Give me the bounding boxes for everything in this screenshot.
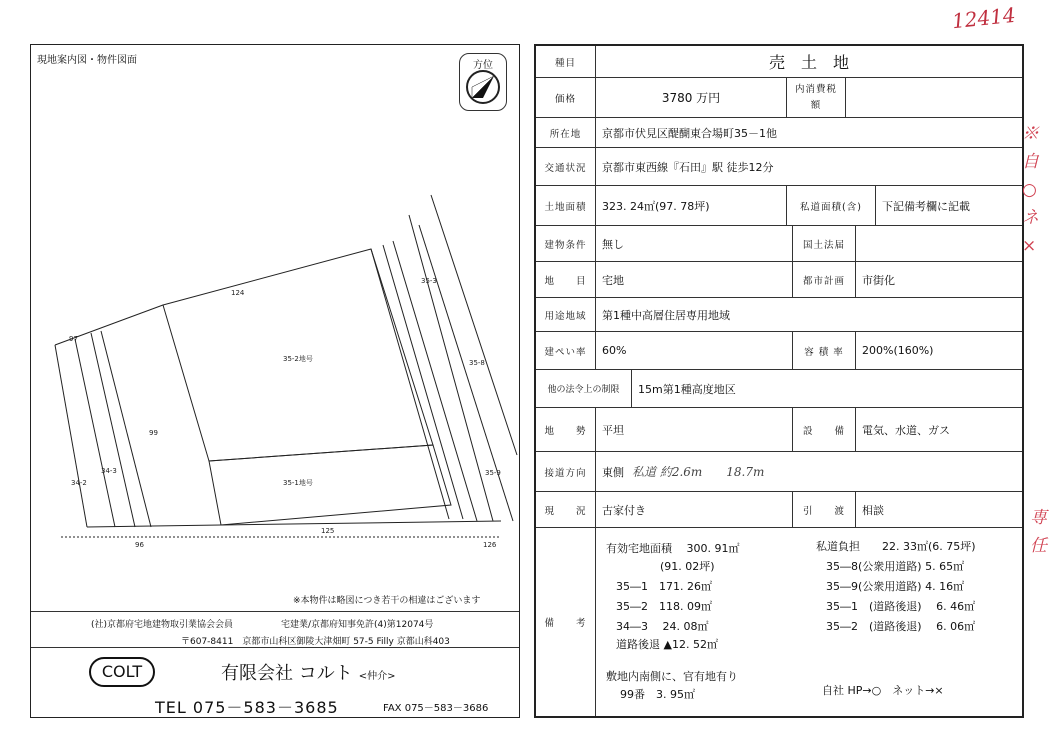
far-label: 容 積 率	[792, 332, 856, 369]
row-other-law	[536, 370, 1022, 408]
remark-govt-land: 敷地内南側に、官有地有り	[606, 670, 738, 683]
location-value: 京都市伏見区醍醐東合場町35－1他	[602, 126, 777, 140]
company-name-text: 有限会社 コルト	[221, 663, 353, 684]
road-handwritten: 私道 約2.6m 18.7m	[632, 465, 765, 479]
remark-setback: 道路後退 ▲12. 52㎡	[616, 638, 718, 651]
remarks-label: 備 考	[536, 528, 596, 716]
label-dim-right: 126	[483, 541, 497, 549]
type-label: 種目	[536, 46, 596, 77]
price-label: 価格	[536, 78, 596, 117]
coverage-label: 建ぺい率	[536, 332, 596, 369]
remark-govt-land-lot: 99番 3. 95㎡	[620, 688, 695, 701]
row-type	[536, 46, 1022, 78]
land-area-label: 土地面積	[536, 186, 596, 225]
row-coverage	[536, 332, 1022, 370]
row-terrain	[536, 408, 1022, 452]
remark-p352: 35―2 (道路後退) 6. 06㎡	[826, 620, 976, 633]
current-label: 現 況	[536, 492, 596, 527]
remark-effective-area: 有効宅地面積 300. 91㎡	[606, 542, 740, 555]
remark-private-burden: 私道負担 22. 33㎡(6. 75坪)	[816, 540, 976, 553]
row-location	[536, 118, 1022, 148]
zoning-value: 第1種中高層住居専用地域	[602, 308, 730, 322]
remark-p351: 35―1 (道路後退) 6. 46㎡	[826, 600, 976, 613]
company-name	[221, 659, 396, 685]
other-law-label: 他の法令上の制限	[536, 370, 632, 407]
label-lot-353: 35-3	[421, 277, 437, 285]
compass-arrow-icon	[466, 70, 500, 104]
terrain-label: 地 勢	[536, 408, 596, 451]
row-transport	[536, 148, 1022, 186]
map-sheet	[30, 44, 520, 718]
map-title: 現地案内図・物件図面	[37, 55, 137, 66]
row-price	[536, 78, 1022, 118]
handwritten-id: 12414	[950, 2, 1017, 34]
label-lot-342: 34-2	[71, 479, 87, 487]
building-value: 無し	[602, 237, 624, 251]
row-building	[536, 226, 1022, 262]
label-lot-99: 99	[149, 429, 158, 437]
building-label: 建物条件	[536, 226, 596, 261]
row-land-area	[536, 186, 1022, 226]
delivery-label: 引 渡	[792, 492, 856, 527]
category-value: 宅地	[602, 273, 624, 287]
divider	[31, 647, 519, 648]
telephone: TEL 075－583－3685	[155, 698, 339, 717]
delivery-value: 相談	[862, 503, 884, 517]
label-lot-359: 35-9	[485, 469, 501, 477]
current-value: 古家付き	[602, 503, 646, 517]
transport-value: 京都市東西線『石田』駅 徒歩12分	[602, 160, 774, 174]
terrain-value: 平坦	[602, 423, 624, 437]
remark-351: 35―1 171. 26㎡	[616, 580, 712, 593]
road-label: 接道方向	[536, 452, 596, 491]
company-role: <仲介>	[358, 671, 396, 682]
label-lot-343: 34-3	[101, 467, 117, 475]
map-disclaimer: ※本物件は略図につき若干の相違はございます	[293, 596, 481, 606]
price-value: 3780 万円	[661, 91, 721, 105]
remark-352: 35―2 118. 09㎡	[616, 600, 712, 613]
label-dim-top: 124	[231, 289, 245, 297]
row-category	[536, 262, 1022, 298]
facilities-value: 電気、水道、ガス	[862, 423, 950, 437]
license-number: 宅建業/京都府知事免許(4)第12074号	[281, 620, 434, 630]
margin-note-2: 専任	[1030, 508, 1047, 556]
other-law-value: 15m第1種高度地区	[638, 382, 736, 396]
compass	[459, 53, 507, 111]
colt-logo: COLT	[89, 657, 155, 687]
facilities-label: 設 備	[792, 408, 856, 451]
label-lot-352: 35-2地号	[283, 355, 313, 363]
remark-effective-tsubo: (91. 02坪)	[660, 560, 715, 573]
margin-note-1: ※ 自 ○ ネ ×	[1022, 124, 1039, 256]
type-value: 売 土 地	[768, 53, 849, 72]
land-area-value: 323. 24㎡(97. 78坪)	[602, 199, 710, 213]
property-sheet	[534, 44, 1024, 718]
tax-value	[846, 78, 1022, 117]
road-direction: 東側	[602, 465, 624, 479]
association-membership: (社)京都府宅地建物取引業協会会員	[91, 620, 234, 630]
remark-358: 35―8(公衆用道路) 5. 65㎡	[826, 560, 965, 573]
row-zoning	[536, 298, 1022, 332]
category-label: 地 目	[536, 262, 596, 297]
remark-ad-policy: 自社 HP→○ ネット→×	[822, 684, 944, 697]
label-dim-97: 97	[69, 335, 78, 343]
lot-351-outline	[209, 445, 451, 525]
coverage-value: 60%	[602, 344, 627, 357]
label-lot-358: 35-8	[469, 359, 485, 367]
city-plan-label: 都市計画	[792, 262, 856, 297]
label-lot-351: 35-1地号	[283, 479, 313, 487]
row-remarks	[536, 528, 1022, 716]
far-value: 200%(160%)	[862, 344, 934, 357]
zoning-label: 用途地域	[536, 298, 596, 331]
label-dim-left: 96	[135, 541, 144, 549]
private-road-value: 下記備考欄に記載	[882, 199, 970, 213]
tax-label: 内消費税額	[786, 78, 846, 117]
label-dim-bottom: 125	[321, 527, 335, 535]
national-land-value	[856, 226, 1022, 261]
compass-label: 方位	[473, 60, 493, 71]
location-label: 所在地	[536, 118, 596, 147]
fax: FAX 075－583－3686	[383, 703, 489, 714]
agency-address: 〒607-8411 京都市山科区御陵大津畑町 57-5 Filly 京都山科403	[181, 637, 450, 647]
row-road	[536, 452, 1022, 492]
private-road-label: 私道面積(含)	[786, 186, 876, 225]
city-plan-value: 市街化	[862, 273, 895, 287]
national-land-label: 国土法届	[792, 226, 856, 261]
row-current	[536, 492, 1022, 528]
transport-label: 交通状況	[536, 148, 596, 185]
site-plan	[31, 155, 519, 555]
divider	[31, 611, 519, 612]
road-value	[596, 452, 1022, 491]
remark-343: 34―3 24. 08㎡	[616, 620, 709, 633]
remark-359: 35―9(公衆用道路) 4. 16㎡	[826, 580, 965, 593]
